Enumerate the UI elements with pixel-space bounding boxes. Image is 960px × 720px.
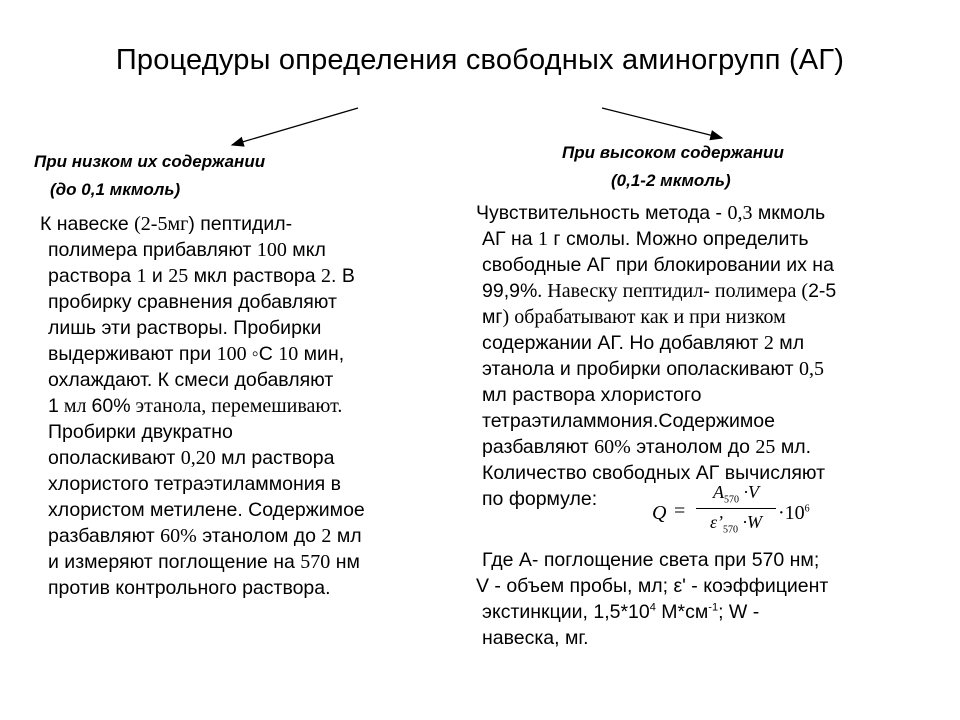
- text-line: мл раствора хлористого: [482, 384, 702, 406]
- text-line: охлаждают. К смеси добавляют: [48, 369, 334, 391]
- text-line: и измеряют поглощение на 570 нм: [48, 551, 360, 573]
- right-heading-line2: (0,1-2 мкмоль): [611, 171, 731, 190]
- formula-lhs: Q: [652, 502, 667, 524]
- slide-title: Процедуры определения свободных аминогрупп (АГ): [115, 44, 845, 76]
- formula-fraction-bar: [696, 508, 776, 509]
- text-line: раствора 1 и 25 мкл раствора 2. В: [48, 265, 355, 287]
- text-line: Чувствительность метода - 0,3 мкмоль: [476, 202, 826, 224]
- text-line: содержании АГ. Но добавляют 2 мл: [482, 332, 805, 354]
- where-text: Где А- поглощение света при 570 нм;: [482, 549, 820, 571]
- text-line: лишь эти растворы. Пробирки: [48, 317, 322, 339]
- right-paragraph: [476, 200, 837, 512]
- text-line: мг) обрабатывают как и при низком: [482, 306, 786, 328]
- formula-multiplier: $\cdot 10^6$: [778, 502, 810, 524]
- formula: [652, 480, 822, 544]
- formula-equals: =: [674, 500, 686, 522]
- right-heading-line1: При высоком содержании: [562, 143, 784, 162]
- variables-text-2: экстинкции, $1,5*10^4$ $М*см^{-1}$; W - навеска, мг.: [482, 601, 760, 649]
- text-line: полимера прибавляют 100 мкл: [48, 239, 326, 261]
- text-line: тетраэтиламмония.Содержимое: [482, 410, 775, 432]
- left-heading-line2: (до 0,1 мкмоль): [50, 180, 181, 199]
- formula-denominator: $\varepsilon’_{570} \cdot W$: [709, 512, 763, 536]
- text-line: против контрольного раствора.: [48, 577, 331, 599]
- text-line: АГ на 1 г смолы. Можно определить: [482, 228, 809, 250]
- left-paragraph: [40, 211, 365, 601]
- text-line: пробирку сравнения добавляют: [48, 291, 337, 313]
- text-line: свободные АГ при блокировании их на: [482, 254, 834, 276]
- text-line: ополаскивают 0,20 мл раствора: [48, 447, 335, 469]
- text-line: разбавляют 60% этанолом до 25 мл.: [482, 436, 812, 458]
- text-line: Количество свободных АГ вычисляют: [482, 462, 826, 484]
- text-line: этанола и пробирки ополаскивают 0,5: [482, 358, 824, 380]
- text-line: Пробирки двукратно: [48, 421, 233, 443]
- text-line: 99,9%. Навеску пептидил- полимера (2-5: [482, 280, 837, 302]
- arrow-left: [232, 108, 358, 145]
- text-line: выдерживают при 100 ◦С 10 мин,: [48, 343, 345, 365]
- text-line: хлористом метилене. Содержимое: [48, 499, 365, 521]
- text-line: К навеске (2-5мг) пептидил-: [40, 213, 293, 235]
- text-line: разбавляют 60% этанолом до 2 мл: [48, 525, 362, 547]
- text-line: хлористого тетраэтиламмония в: [48, 473, 341, 495]
- text-line: 1 мл 60% этанола, перемешивают.: [48, 395, 343, 417]
- variables-text: V - объем пробы, мл; ε' - коэффициент: [476, 575, 829, 597]
- text-line: по формуле:: [482, 488, 598, 510]
- arrow-right: [602, 108, 722, 138]
- left-heading-line1: При низком их содержании: [34, 152, 266, 171]
- formula-numerator: $A_{570} \cdot V$: [713, 482, 759, 506]
